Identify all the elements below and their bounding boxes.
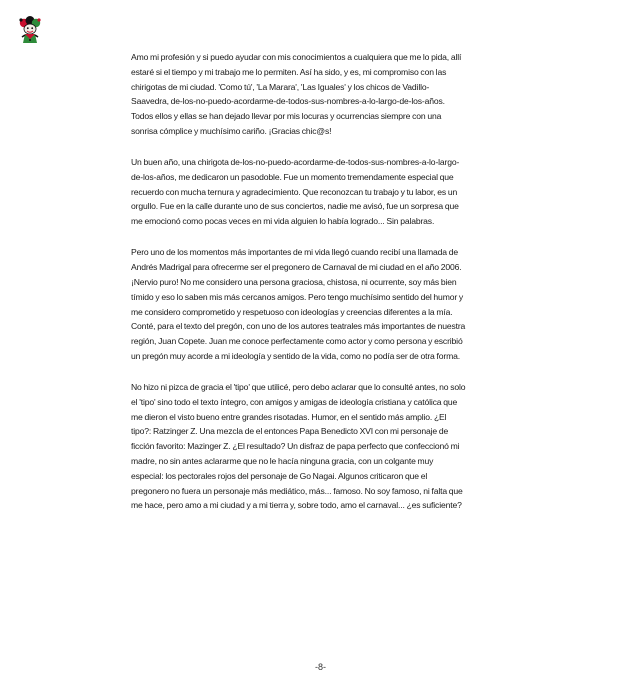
paragraph-1: Amo mi profesión y si puedo ayudar con mis conocimientos a cualquiera que me lo pida, allí estaré si el tiempo y mi trabajo me lo permiten. Así ha sido, y es, mi compromiso con las chirigotas de mi ciudad. 'Como tú', 'La Marara', 'Las Iguales' y los chicos de Vadillo-Saavedra, de-los-no-puedo-acordarme-de-todos-sus-nombres-a-lo-largo-de-los-años. Todos ellos y ellas se han dejado llevar por mis locuras y ocurrencias siempre con una sonrisa cómplice y muchísimo cariño. ¡Gracias chic@s! [131, 52, 462, 136]
paragraph-4: No hizo ni pizca de gracia el 'tipo' que utilicé, pero debo aclarar que lo consulté antes, no solo el 'tipo' sino todo el texto íntegro, con amigos y amigas de ideología cristiana y católica que me dieron el visto bueno entre grandes risotadas. Humor, en el sentido más amplio. ¿El tipo?: Ratzinger Z. Una mezcla de el entonces Papa Benedicto XVI con mi personaje de ficción favorito: Mazinger Z. ¿El resultado? Un disfraz de papa perfecto que confeccionó mi madre, no sin antes aclararme que no le hacía ninguna gracia, con un colgante muy especial: los pectorales rojos del personaje de Go Nagai. Algunos criticaron que el pregonero no fuera un personaje más mediático, más... famoso. No soy famoso, ni falta que me hace, pero amo a mi ciudad y a mi tierra y, sobre todo, amo el carnaval... ¿es suficiente? [131, 382, 466, 511]
jester-mascot-icon [18, 16, 42, 44]
page-number: -8- [315, 662, 326, 672]
main-text [131, 50, 466, 530]
paragraph-2: Un buen año, una chirigota de-los-no-puedo-acordarme-de-todos-sus-nombres-a-lo-largo-de-los-años, me dedicaron un pasodoble. Fue un momento tremendamente especial que recuerdo con mucha ternura y agradecimiento. Que reconozcan tu trabajo y tu labor, es un orgullo. Fue en la calle durante uno de sus conciertos, nadie me avisó, fue un sorpresa que me emocionó como pocas veces en mi vida alguien lo había logrado... Sin palabras. [131, 157, 460, 227]
paragraph-3: Pero uno de los momentos más importantes de mi vida llegó cuando recibí una llamada de Andrés Madrigal para ofrecerme ser el pregonero de Carnaval de mi ciudad en el año 2006. ¡Nervio puro! No me considero una persona graciosa, chistosa, ni ocurrente, soy más bien tímido y eso lo saben mis más cercanos amigos. Pero tengo muchísimo sentido del humor y me considero comprometido y respetuoso con ideologías y creencias diferentes a la mía. Conté, para el texto del pregón, con uno de los autores teatrales más importantes de nuestra región, Juan Copete. Juan me conoce perfectamente como actor y como persona y escribió un pregón muy acorde a mi ideología y sentido de la vida, como no podía ser de otra forma. [131, 247, 466, 361]
